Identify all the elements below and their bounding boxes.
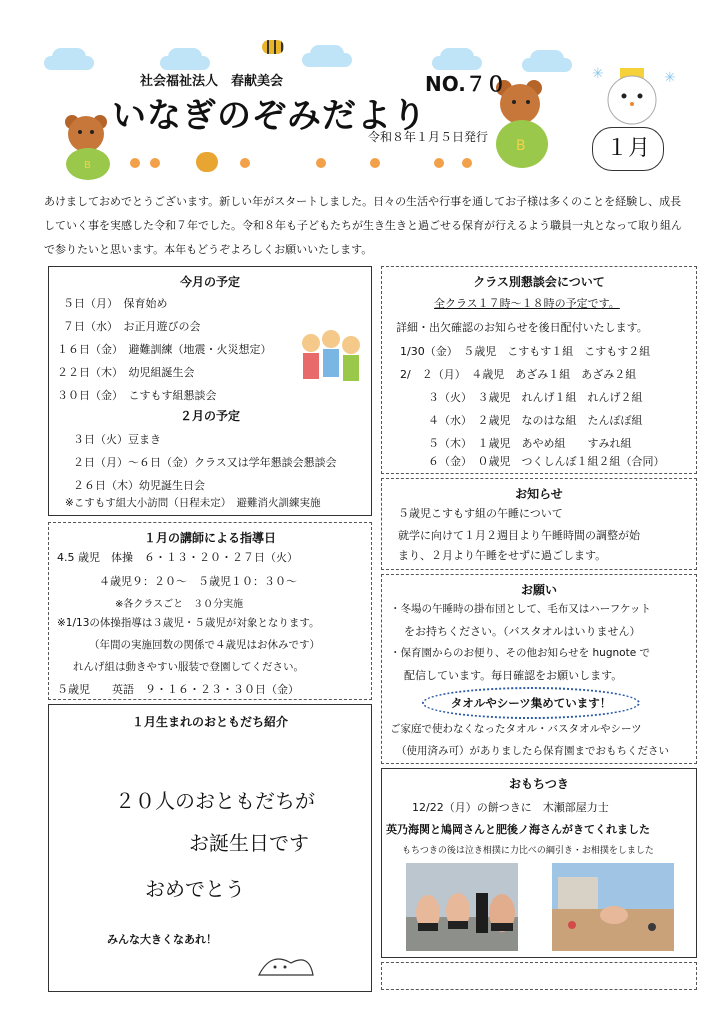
request-line: （使用済み可）がありましたら保育園までおもちください (396, 745, 669, 757)
cloud-decoration (440, 48, 474, 66)
mochi-title: おもちつき (509, 777, 569, 791)
schedule-item: ３日（火）豆まき (73, 433, 161, 446)
mochi-box (381, 768, 697, 958)
empty-box (381, 962, 697, 990)
flower-icon (130, 158, 140, 168)
meeting-row: 1/30（金） ５歳児 こすもす１組 こすもす２組 (400, 345, 651, 358)
meeting-row: ６（金） ０歳児 つくしんぼ１組２組（合同） (428, 455, 665, 468)
bee-icon (262, 40, 284, 54)
sumo-match-photo (552, 863, 674, 951)
flower-icon (462, 158, 472, 168)
schedule-item: ７日（水） お正月遊びの会 (63, 320, 201, 333)
lesson-line: ※各クラスごと ３０分実施 (115, 599, 244, 610)
meeting-row: ５（木） １歳児 あやめ組 すみれ組 (428, 437, 632, 450)
flower-icon (316, 158, 326, 168)
svg-text:B: B (84, 160, 91, 171)
flower-icon (434, 158, 444, 168)
lesson-line: 4.5 歳児 体操 ６・１３・２０・２７日（火） (57, 551, 298, 564)
request-line: 配信しています。毎日確認をお願いします。 (404, 669, 623, 682)
lessons-title: １月の講師による指導日 (143, 531, 276, 545)
birthday-line: お誕生日です (189, 831, 309, 855)
lesson-line: ４歳児９：２０～ ５歳児１０：３０～ (99, 575, 297, 588)
lesson-line: れんげ組は動きやすい服装で登園してください。 (73, 661, 304, 673)
lesson-line: ※1/13の体操指導は３歳児・５歳児が対象となります。 (57, 617, 320, 629)
meetings-detail: 詳細・出欠確認のお知らせを後日配付いたします。 (396, 321, 648, 334)
newsletter-title: いなぎのぞみだより (112, 96, 427, 136)
request-line: をお持ちください。（バスタオルはいりません） (404, 625, 641, 638)
lesson-line: （年間の実施回数の関係で４歳児はお休みです） (89, 639, 320, 651)
month-badge: １月 (592, 127, 664, 171)
schedule-item: ２日（月）～６日（金）クラス又は学年懇談会懇談会 (73, 456, 337, 469)
svg-text:✳: ✳ (592, 66, 604, 82)
schedule-box (48, 266, 372, 516)
request-line: ご家庭で使わなくなったタオル・バスタオルやシーツ (390, 723, 642, 735)
svg-text:B: B (516, 138, 526, 154)
birthday-line: ２０人のおともだちが (115, 789, 315, 813)
mochi-line: 英乃海関と鳩岡さんと肥後ノ海さんがきてくれました (386, 823, 650, 836)
next-month-title: ２月の予定 (179, 409, 240, 423)
notice-line: 就学に向けて１月２週目より午睡時間の調整が始 (398, 529, 640, 542)
schedule-item: ３０日（金） こすもす組懇談会 (57, 389, 217, 402)
sumo-wrestlers-photo (406, 863, 518, 951)
cloud-decoration (52, 48, 86, 66)
cloud-decoration (310, 45, 344, 63)
meetings-box (381, 266, 697, 474)
request-line: ・保育園からのお便り、その他お知らせを hugnote で (390, 647, 650, 659)
notice-box (381, 478, 697, 570)
meeting-row: ４（水） ２歳児 なのはな組 たんぽぽ組 (428, 414, 643, 427)
flower-icon (150, 158, 160, 168)
cloud-decoration (168, 48, 202, 66)
schedule-title: 今月の予定 (179, 275, 240, 289)
honey-pot-icon (196, 152, 218, 172)
notice-line: ５歳児こすもす組の午睡について (398, 507, 563, 520)
issue-number: NO.７０ (425, 72, 506, 96)
request-box (381, 574, 697, 764)
request-line: ・冬場の午睡時の掛布団として、毛布又はハーフケット (390, 603, 651, 615)
meeting-row: 2/ ２（月） ４歳児 あざみ１組 あざみ２組 (400, 368, 637, 381)
birthday-line: おめでとう (145, 877, 245, 901)
birthday-title: １月生まれのおともだち紹介 (131, 715, 288, 729)
svg-text:✳: ✳ (664, 70, 676, 86)
schedule-item: ５日（月） 保育始め (63, 297, 168, 310)
schedule-item: ２６日（木）幼児誕生日会 (73, 479, 205, 492)
meetings-title: クラス別懇談会について (473, 275, 605, 289)
schedule-item: ２２日（木） 幼児組誕生会 (57, 366, 195, 379)
lesson-line: ５歳児 英語 ９・１６・２３・３０日（金） (57, 683, 299, 696)
mochi-line: 12/22（月）の餅つきに 木瀬部屋力士 (412, 801, 609, 814)
organization-name: 社会福祉法人 春献美会 (140, 74, 284, 89)
request-title: お願い (520, 583, 557, 597)
schedule-item: ※こすもす組大小訪問（日程未定） 避難消火訓練実施 (65, 497, 321, 509)
intro-paragraph: あけましておめでとうございます。新しい年がスタートしました。日々の生活や行事を通してお子様は多くのことを経験し、成長していく事を実感した令和７年でした。令和８年も子どもたちが生き生きと過ごせる保育が行えるよう職員一丸となって取り組んで参りたいと思います。本年もどうぞよろしくお願いいたします。 (44, 195, 682, 256)
flower-icon (240, 158, 250, 168)
bear-illustration (58, 110, 120, 182)
meeting-row: ３（火） ３歳児 れんげ１組 れんげ２組 (428, 391, 643, 404)
birthday-note: みんな大きくなあれ！ (107, 933, 217, 946)
birthday-box (48, 704, 372, 992)
cloud-decoration (530, 50, 564, 68)
issue-date: 令和８年１月５日発行 (368, 130, 489, 144)
mochi-line: もちつきの後は泣き相撲に力比べの綱引き・お相撲をしました (402, 846, 654, 856)
meetings-time: 全クラス１７時～１８時の予定です。 (434, 297, 620, 310)
lessons-box (48, 522, 372, 700)
towel-collection-oval: タオルやシーツ集めています！ (422, 687, 640, 719)
cat-doodle-icon (251, 945, 321, 985)
schedule-item: １６日（金） 避難訓練（地震・火災想定） (57, 343, 272, 356)
notice-title: お知らせ (515, 487, 563, 501)
notice-line: まり、２月より午睡をせずに過ごします。 (398, 549, 607, 562)
flower-icon (370, 158, 380, 168)
kids-illustration (297, 329, 363, 391)
